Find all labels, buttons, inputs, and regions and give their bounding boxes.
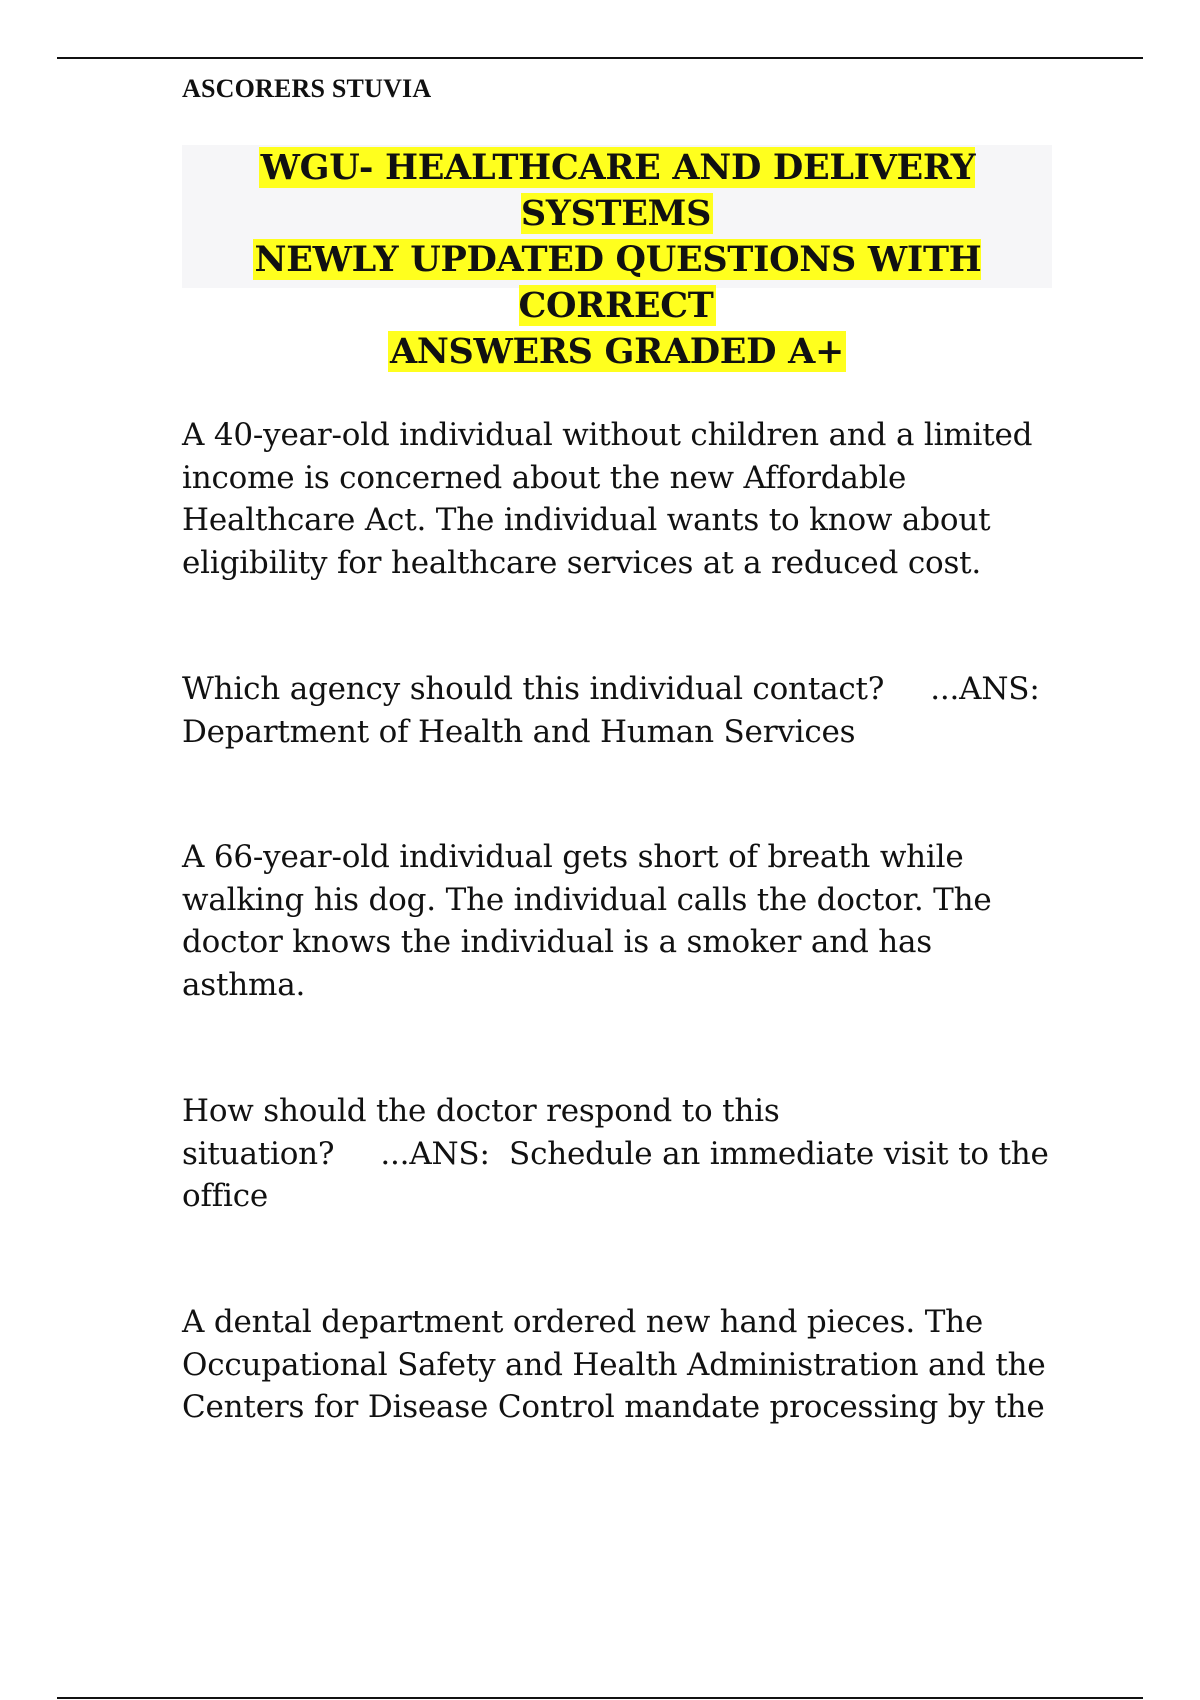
document-title [182,145,1052,372]
question-1-text: Which agency should this individual contact? [182,671,885,707]
question-2-answer-prefix: ...ANS: [380,1135,490,1172]
question-1-scenario: A 40-year-old individual without children and a limited income is concerned about the new Affordable Healthcare Act. The individual wants to know about eligibility for healthcare services at a reduced cost. [182,417,1033,581]
question-1-prompt [182,668,1062,753]
title-line-1 [182,145,1052,237]
question-2-prompt [182,1090,1062,1218]
bottom-rule [57,1697,1143,1699]
question-2-text: How should the doctor respond to this situation? [182,1093,780,1172]
title-line-2-text: NEWLY UPDATED QUESTIONS WITH CORRECT [254,239,982,326]
top-rule [57,57,1143,59]
title-line-3 [182,329,1052,375]
question-2-answer: Schedule an immediate visit to the office [182,1135,1049,1214]
document-header-label: ASCORERS STUVIA [182,74,432,103]
question-1-answer-prefix: ...ANS: [930,671,1040,707]
title-line-3-text: ANSWERS GRADED A+ [389,331,845,372]
title-line-2 [182,237,1052,329]
question-3-scenario: A dental department ordered new hand pieces. The Occupational Safety and Health Administration and the Centers for Disease Control mandate processing by the [182,1304,1046,1425]
question-2-scenario: A 66-year-old individual gets short of breath while walking his dog. The individual calls the doctor. The doctor knows the individual is a smoker and has asthma. [182,839,992,1003]
title-line-1-text: WGU- HEALTHCARE AND DELIVERY SYSTEMS [260,147,976,234]
question-1-answer: Department of Health and Human Services [182,713,856,750]
